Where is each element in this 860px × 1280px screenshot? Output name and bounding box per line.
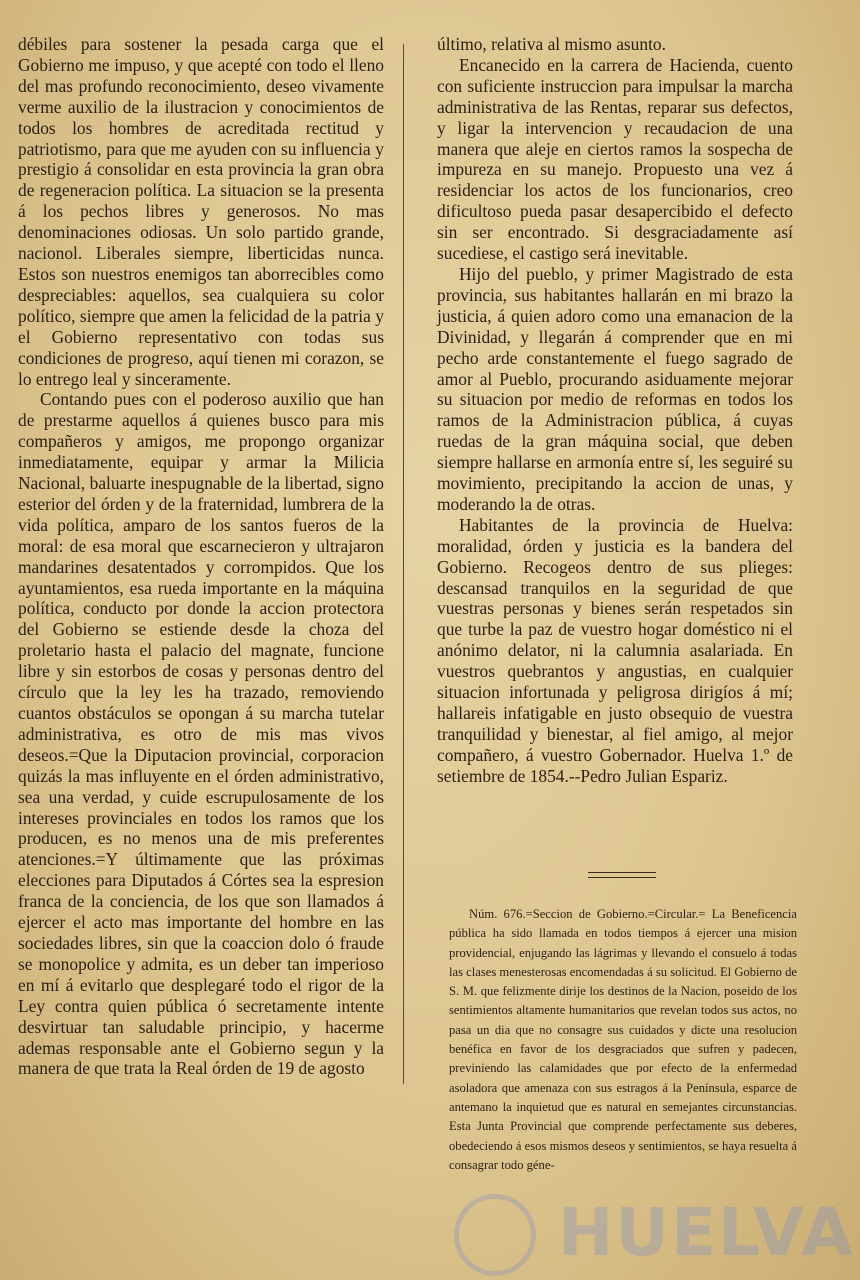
- left-column: [18, 34, 384, 1079]
- circular-text: Núm. 676.=Seccion de Gobierno.=Circular.= La Beneficencia pública ha sido llamada en todos tiempos á ejercer una mision providencial, enjugando las lágrimas y llevando el consuelo á todas las clases menesterosas encomendadas á su solicitud. El Gobierno de S. M. que felizmente dirije los destinos de la Nacion, poseido de los sentimientos altamente humanitarios que revelan todos sus actos, no pasa un dia que no consagre sus cuidados y dicte una resolucion benéfica en favor de los desgraciados que sufren y padecen, previniendo las calamidades que por efecto de la enfermedad asoladora que amenaza con sus estragos á la Península, esparce de antemano la inquietud que es natural en semejantes circunstancias. Esta Junta Provincial que comprende perfectamente sus deberes, obedeciendo á esos mismos deseos y sentimientos, se haya resuelta á consagrar todo géne-: [449, 907, 797, 1172]
- right-paragraph-4: Habitantes de la provincia de Huelva: moralidad, órden y justicia es la bandera del Gobierno. Recogeos dentro de sus plieges: descansad tranquilos en la seguridad de que vuestras personas y bienes serán respetados sin que turbe la paz de vuestro hogar doméstico ni el anónimo delator, ni la calumnia asalariada. En vuestros quebrantos y angustias, en cualquier situacion infortunada y peligrosa dirigíos á mí; hallareis infatigable en justo obsequio de vuestra tranquilidad y bienestar, al fiel amigo, al mejor compañero, á vuestro Gobernador. Huelva 1.º de setiembre de 1854.--Pedro Julian Espariz.: [437, 514, 793, 786]
- circular-notice: [449, 905, 797, 1175]
- right-paragraph-3: Hijo del pueblo, y primer Magistrado de esta provincia, sus habitantes hallarán en mi brazo la justicia, á quien adoro como una emanacion de la Divinidad, y llegarán á comprender que en mi pecho arde constantemente el fuego sagrado de amor al Pueblo, procurando asiduamente mejorar su situacion por medio de reformas en todos los ramos de la Administracion pública, á cuyas ruedas de la gran máquina social, que deben siempre hallarse en armonía entre sí, les seguiré su movimiento, precipitando la accion de unas, y moderando la de otras.: [437, 263, 793, 514]
- right-column: [437, 34, 793, 787]
- watermark-word: HUELVA: [558, 1194, 855, 1271]
- section-divider: [588, 872, 656, 878]
- right-paragraph-1: último, relativa al mismo asunto.: [437, 34, 666, 54]
- left-paragraph-1: débiles para sostener la pesada carga que el Gobierno me impuso, y que acepté con todo el lleno del mas profundo reconocimiento, deseo vivamente verme auxilio de la ilustracion y conocimientos de todos los hombres de acreditada rectitud y patriotismo, para que me ayuden con su influencia y prestigio á consolidar en esta provincia la gran obra de regeneracion política. La situacion se la presenta á los pechos libres y generosos. No mas denominaciones odiosas. Un solo partido grande, nacionol. Liberales siempre, liberticidas nunca. Estos son nuestros enemigos tan aborrecibles como despreciables: aquellos, sea cualquiera su color político, siempre que amen la felicidad de la patria y el Gobierno representativo con todas sus condiciones de progreso, aquí tienen mi corazon, se lo entrego leal y sinceramente.: [18, 34, 384, 389]
- seal-icon: [454, 1194, 536, 1276]
- right-paragraph-2: Encanecido en la carrera de Hacienda, cuento con suficiente instruccion para impulsar la marcha administrativa de las Rentas, reparar sus defectos, y ligar la intervencion y recaudacion de una manera que aleje en ciertos ramos la sospecha de impureza en su manejo. Propuesto una vez á residenciar los actos de los funcionarios, creo dificultoso pueda pasar desapercibido el defecto sin ser encontrado. Si desgraciadamente así sucediese, el castigo será inevitable.: [437, 54, 793, 264]
- archive-watermark: [450, 1188, 855, 1278]
- column-rule: [403, 44, 404, 1084]
- left-paragraph-2: Contando pues con el poderoso auxilio que han de prestarme aquellos á quienes busco para mis compañeros y amigos, me propongo organizar inmediatamente, equipar y armar la Milicia Nacional, baluarte inespugnable de la libertad, signo esterior del órden y de la fraternidad, lumbrera de la vida política, amparo de los santos fueros de la moral: de esa moral que escarnecieron y ultrajaron mandarines desatentados y corrompidos. Que los ayuntamientos, esa rueda importante en la máquina política, conducto por donde la accion protectora del Gobierno se estiende desde la choza del proletario hasta el palacio del magnate, funcione libre y sin estorbos de cosas y personas dentro del círculo que la ley les ha trazado, removiendo cuantos obstáculos se opongan á su marcha tutelar administrativa, es otro de mis mas vivos deseos.=Que la Diputacion provincial, corporacion quizás la mas influyente en el órden administrativo, sea una verdad, y cuide escrupulosamente de los intereses provinciales en todos los ramos que los producen, es no menos una de mis preferentes atenciones.=Y últimamente que las próximas elecciones para Diputados á Córtes sea la espresion franca de la conciencia, de los que son llamados á ejercer el acto mas importante del hombre en las sociedades libres, sin que la coaccion dolo ó fraude se monopolice y admita, es un deber tan imperioso en mí á evitarlo que desplegaré todo el rigor de la Ley contra quien pública ó secretamente intente desvirtuar tan saludable principio, y hacerme ademas responsable ante el Gobierno segun y la manera de que trata la Real órden de 19 de agosto: [18, 389, 384, 1079]
